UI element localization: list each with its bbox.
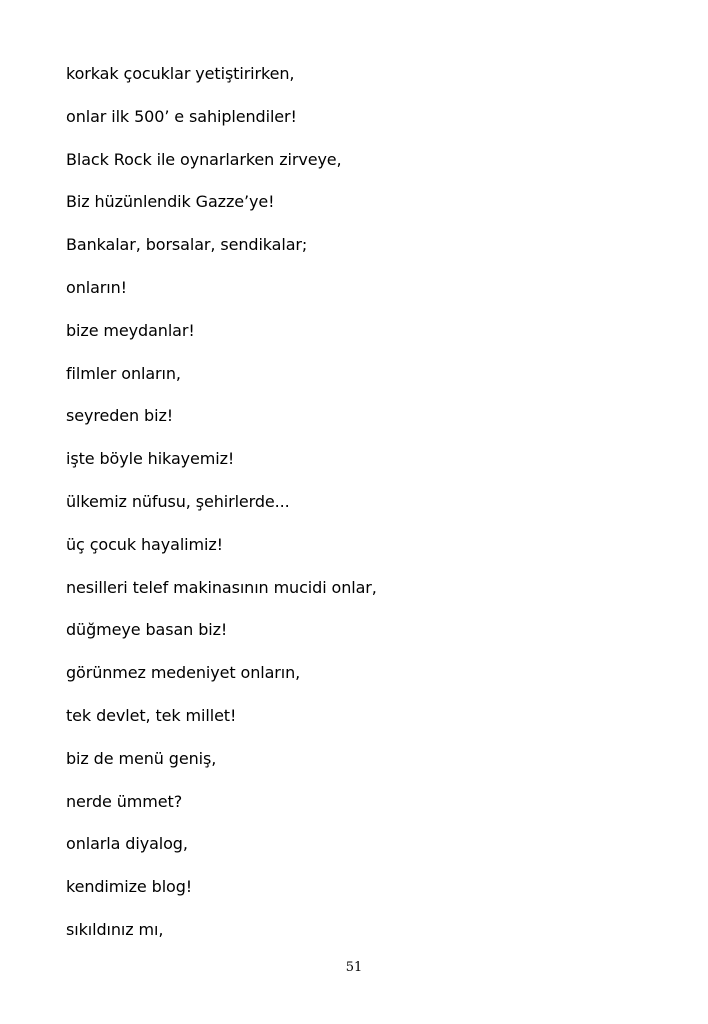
poem-line: görünmez medeniyet onların,: [66, 663, 301, 683]
poem-line: seyreden biz!: [66, 406, 174, 426]
poem-line: nerde ümmet?: [66, 791, 183, 811]
poem-line: düğmeye basan biz!: [66, 620, 228, 640]
poem-text: [66, 57, 377, 956]
poem-line: kendimize blog!: [66, 877, 193, 897]
poem-line: sıkıldınız mı,: [66, 919, 164, 939]
poem-line: onlarla diyalog,: [66, 834, 188, 854]
poem-line: Black Rock ile oynarlarken zirveye,: [66, 149, 342, 169]
poem-line: korkak çocuklar yetiştirirken,: [66, 64, 295, 83]
poem-line: biz de menü geniş,: [66, 748, 217, 768]
poem-line: onların!: [66, 277, 127, 297]
poem-line: Biz hüzünlendik Gazze’ye!: [66, 192, 275, 212]
poem-line: Bankalar, borsalar, sendikalar;: [66, 235, 308, 255]
poem-line: ülkemiz nüfusu, şehirlerde...: [66, 491, 290, 511]
poem-line: onlar ilk 500’ e sahiplendiler!: [66, 106, 297, 126]
poem-line: işte böyle hikayemiz!: [66, 449, 235, 469]
page-number: 51: [345, 960, 363, 975]
poem-line: üç çocuk hayalimiz!: [66, 534, 223, 554]
poem-line: filmler onların,: [66, 363, 181, 383]
poem-line: nesilleri telef makinasının mucidi onlar,: [66, 577, 377, 597]
poem-line: bize meydanlar!: [66, 320, 195, 340]
poem-line: tek devlet, tek millet!: [66, 705, 237, 725]
